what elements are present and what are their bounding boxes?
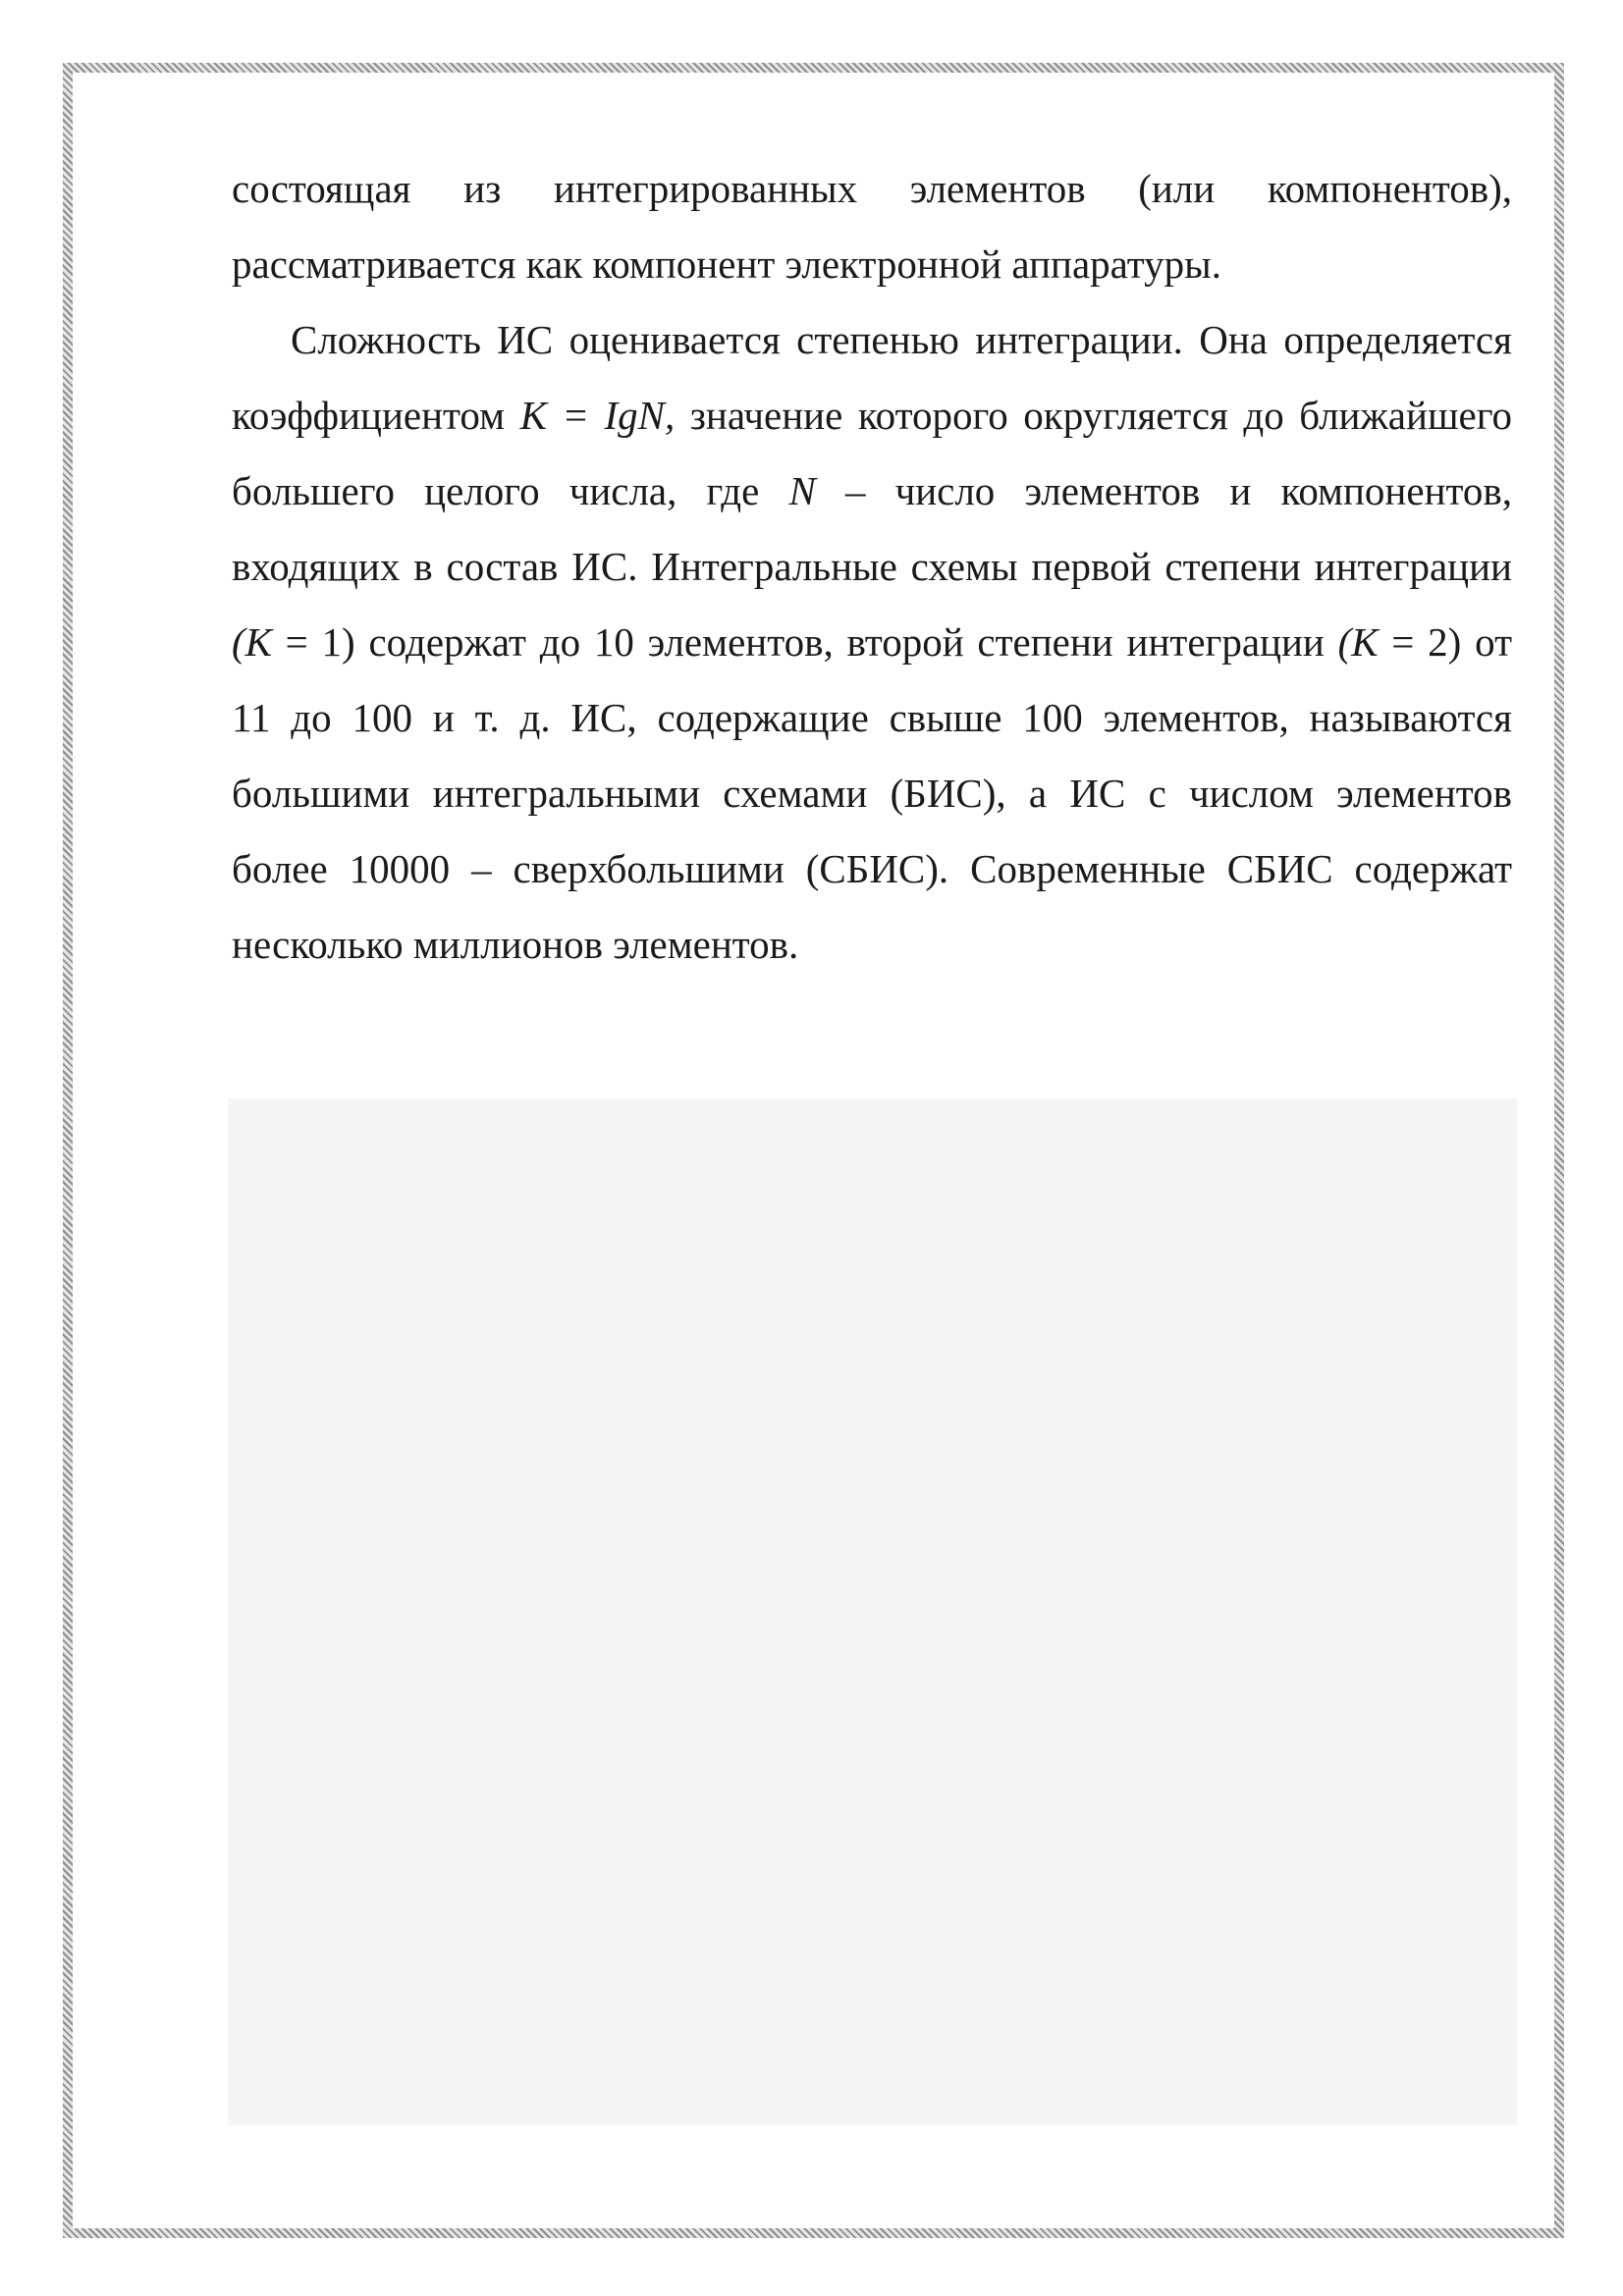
paragraph-2 — [232, 302, 1512, 983]
formula-k: К = IgN, — [519, 393, 676, 438]
variable-k-2: (К — [1337, 619, 1379, 665]
variable-n: N — [788, 468, 816, 513]
paragraph-2-text-3: – число элементов и компонентов, входящих в состав ИС. Интегральные схемы первой степени интеграции — [232, 468, 1512, 589]
paragraph-2-text-4: = 1) содержат до 10 элементов, второй степени интеграции — [271, 619, 1338, 665]
document-body — [232, 151, 1512, 983]
variable-k-1: (К — [232, 619, 272, 665]
paragraph-2-text-1: Сложность ИС оценивается степенью интеграции. Она определяется коэффициентом — [232, 317, 1512, 438]
paragraph-2-text-5: = 2) от 11 до 100 и т. д. ИС, содержащие свыше 100 элементов, называются большими интегральными схемами (БИС), а ИС с числом элементов более 10000 – сверхбольшими (СБИС). Современные СБИС содержат несколько миллионов элементов. — [232, 619, 1512, 967]
figure-placeholder — [228, 1098, 1517, 2125]
paragraph-1: состоящая из интегрированных элементов (или компонентов), рассматривается как компонент электронной аппаратуры. — [232, 166, 1512, 287]
paragraph-2-text-2: значение которого округляется до ближайшего большего целого числа, где — [232, 393, 1513, 513]
